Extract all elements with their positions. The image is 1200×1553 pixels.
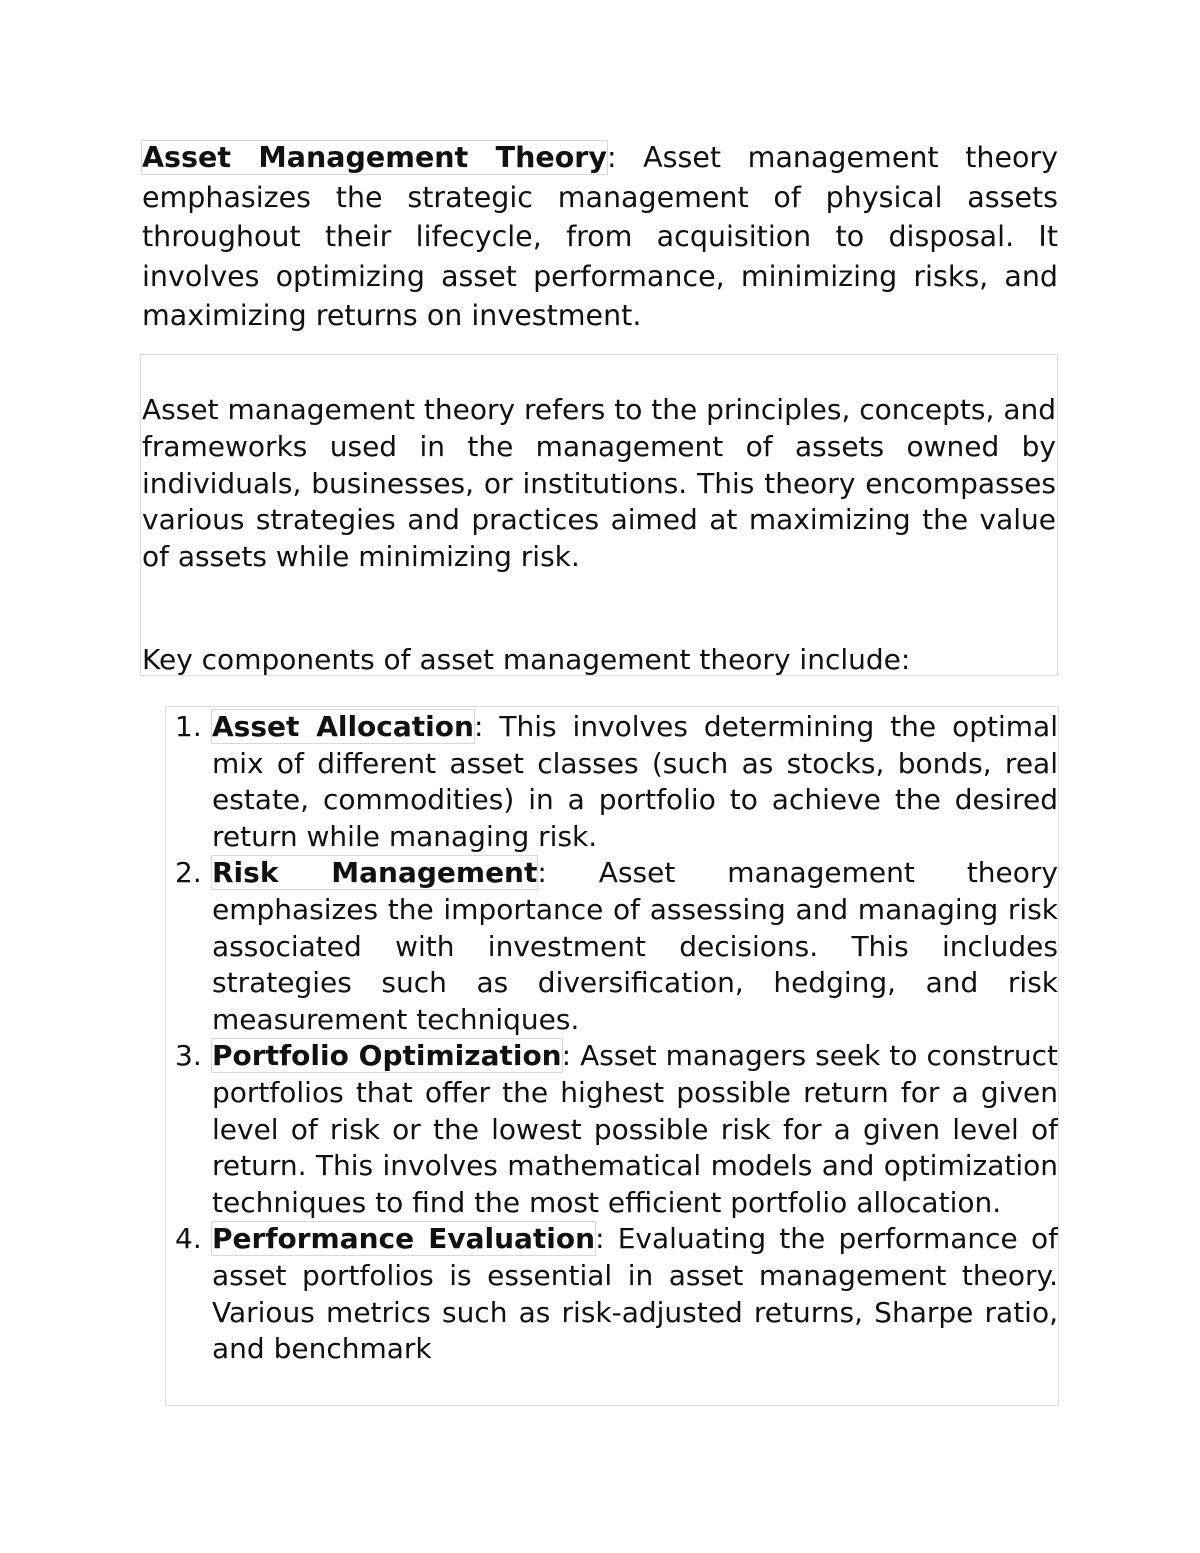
list-item-text: : Asset management theory emphasizes the importance of assessing and managing risk associated with investment decisions. This includes strategies such as diversification, hedging, and risk measurement techniques.	[212, 856, 1058, 1036]
list-item	[166, 855, 1058, 1038]
components-list	[166, 709, 1058, 1368]
definition-paragraph: Asset management theory refers to the principles, concepts, and frameworks used in the management of assets owned by individuals, businesses, or institutions. This theory encompasses various strategies and practices aimed at maximizing the value of assets while minimizing risk.	[142, 393, 1056, 574]
components-block	[165, 706, 1059, 1406]
list-item	[166, 1038, 1058, 1221]
list-item-text: : Asset managers seek to construct portfolios that offer the highest possible return for a given level of risk or the lowest possible risk for a given level of return. This involves mathematical models and optimization techniques to find the most efficient portfolio allocation.	[212, 1039, 1058, 1219]
list-item-text: : This involves determining the optimal mix of different asset classes (such as stocks, bonds, real estate, commodities) in a portfolio to achieve the desired return while managing risk.	[212, 710, 1058, 853]
list-item-number: 4.	[175, 1222, 202, 1256]
intro-term: Asset Management Theory	[142, 141, 607, 174]
intro-text: : Asset management theory emphasizes the strategic management of physical assets throughout their lifecycle, from acquisition to disposal. It involves optimizing asset performance, minimizing risks, and maximizing returns on investment.	[142, 141, 1059, 332]
list-item	[166, 709, 1058, 855]
list-item-term: Portfolio Optimization	[212, 1039, 562, 1073]
intro-paragraph	[142, 138, 1058, 336]
list-item-term: Performance Evaluation	[212, 1222, 596, 1256]
list-item-number: 2.	[175, 856, 202, 890]
list-item-number: 3.	[175, 1039, 202, 1073]
components-lead-in: Key components of asset management theory include:	[142, 643, 911, 676]
definition-block	[140, 354, 1058, 676]
list-item-number: 1.	[175, 710, 202, 743]
list-item-term: Asset Allocation	[212, 710, 474, 743]
list-item-text: : Evaluating the performance of asset portfolios is essential in asset management theory. Various metrics such as risk-adjusted returns, Sharpe ratio, and benchmark	[212, 1222, 1058, 1366]
list-item	[166, 1221, 1058, 1367]
list-item-term: Risk Management	[212, 856, 538, 890]
